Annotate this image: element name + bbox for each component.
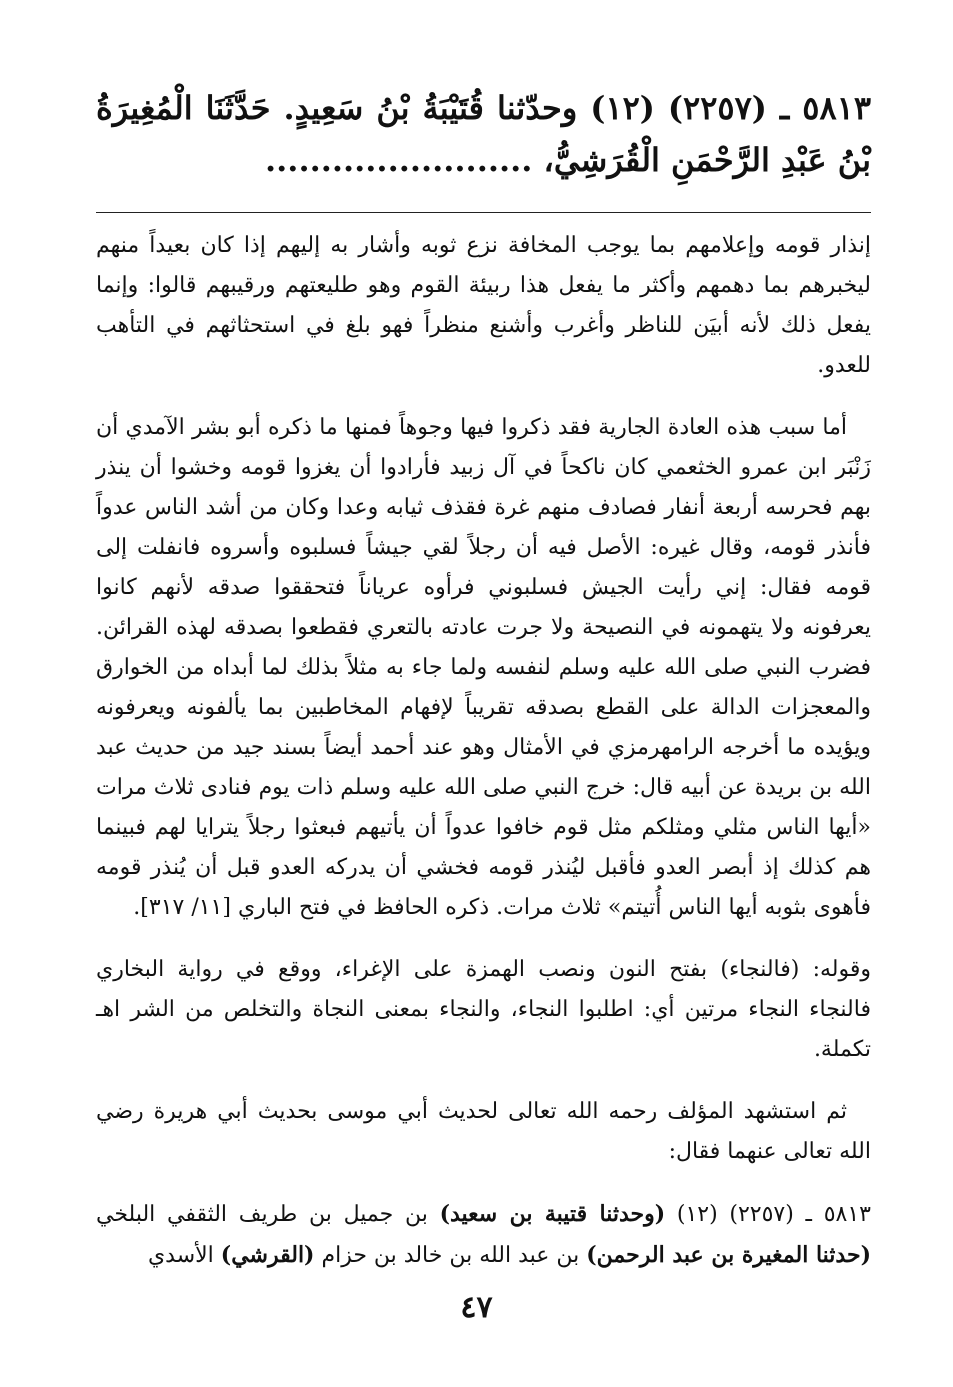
hadith-number-text: ٥٨١٣ ـ (٢٢٥٧) (١٢) (665, 1202, 871, 1227)
narrator-qutaybah: (وحدثنا قتيبة بن سعيد) (439, 1201, 666, 1227)
commentary-paragraph-2: أما سبب هذه العادة الجارية فقد ذكروا فيها وجوهاً فمنها ما ذكره أبو بشر الآمدي أن زَنْبَر ابن عمرو الخثعمي كان ناكحاً في آل زبيد فأرادوا أن يغزوا قومه وخشوا أن ينذر بهم فحرسه أربعة أنفار فصادف منهم غرة فقذف ثيابه وعدا وكان من أشد الناس عدواً فأنذر قومه، وقال غيره: الأصل فيه أن رجلاً لقي جيشاً فسلبوه وأسروه فانفلت إلى قومه فقال: إني رأيت الجيش فسلبوني فرأوه عرياناً فتحققوا صدقه لأنهم كانوا يعرفونه ولا يتهمونه في النصيحة ولا جرت عادته بالتعري فقطعوا بصدقه لهذه القرائن. فضرب النبي صلى الله عليه وسلم لنفسه ولما جاء به مثلاً بذلك لما أبداه من الخوارق والمعجزات الدالة على القطع بصدقه تقريباً لإفهام المخاطبين بما يألفونه ويعرفونه ويؤيده ما أخرجه الرامهرمزي في الأمثال وهو عند أحمد أيضاً بسند جيد من حديث عبد الله بن بريدة عن أبيه قال: خرج النبي صلى الله عليه وسلم ذات يوم فنادى ثلاث مرات «أيها الناس مثلي ومثلكم مثل قوم خافوا عدواً أن يأتيهم فبعثوا رجلاً يترايا لهم فبينما هم كذلك إذ أبصر العدو فأقبل ليُنذر قومه فخشي أن يدركه العدو قبل أن يُنذر قومه فأهوى بثوبه أيها الناس أُتيتم» ثلاث مرات. ذكره الحافظ في فتح الباري [١١/ ٣١٧]. (96, 415, 871, 920)
separator-line (96, 212, 871, 213)
narrator-detail-3: الأسدي (147, 1243, 221, 1268)
commentary-paragraph-3: وقوله: (فالنجاء) بفتح النون ونصب الهمزة على الإغراء، ووقع في رواية البخاري فالنجاء النجاء مرتين أي: اطلبوا النجاء، والنجاء بمعنى النجاة والتخلص من الشر اهـ تكملة. (96, 957, 871, 1062)
page-number: ٤٧ (460, 1290, 493, 1325)
hadith-header: ٥٨١٣ ـ (٢٢٥٧) (١٢) وحدّثنا قُتَيْبَةُ بْنُ سَعِيدٍ. حَدَّثَنَا الْمُغِيرَةُ بْنُ عَبْدِ الرَّحْمَنِ الْقُرَشِيُّ، ........................ (96, 89, 872, 179)
commentary-paragraph-1: إنذار قومه وإعلامهم بما يوجب المخافة نزع ثوبه وأشار به إليهم إذا كان بعيداً منهم ليخبرهم بما دهمهم وأكثر ما يفعل هذا ربيئة القوم وهو طليعتهم ورقيبهم قالوا: وإنما يفعل ذلك لأنه أبيَن للناظر وأغرب وأشنع منظراً فهو بلغ في استحثاثهم في التأهب للعدو. (96, 233, 871, 378)
narrator-qurashi: (القرشي) (220, 1242, 315, 1268)
commentary-paragraph-5 (96, 1194, 871, 1276)
commentary-paragraph-4: ثم استشهد المؤلف رحمه الله تعالى لحديث أبي موسى بحديث أبي هريرة رضي الله تعالى عنهما فقال: (96, 1099, 871, 1164)
narrator-detail-1: بن جميل بن طريف الثقفي البلخي (96, 1202, 440, 1227)
narrator-mughirah: (حدثنا المغيرة بن عبد الرحمن) (586, 1242, 871, 1268)
commentary-body (96, 226, 871, 1298)
narrator-detail-2: بن عبد الله بن خالد بن حزام (314, 1243, 587, 1268)
